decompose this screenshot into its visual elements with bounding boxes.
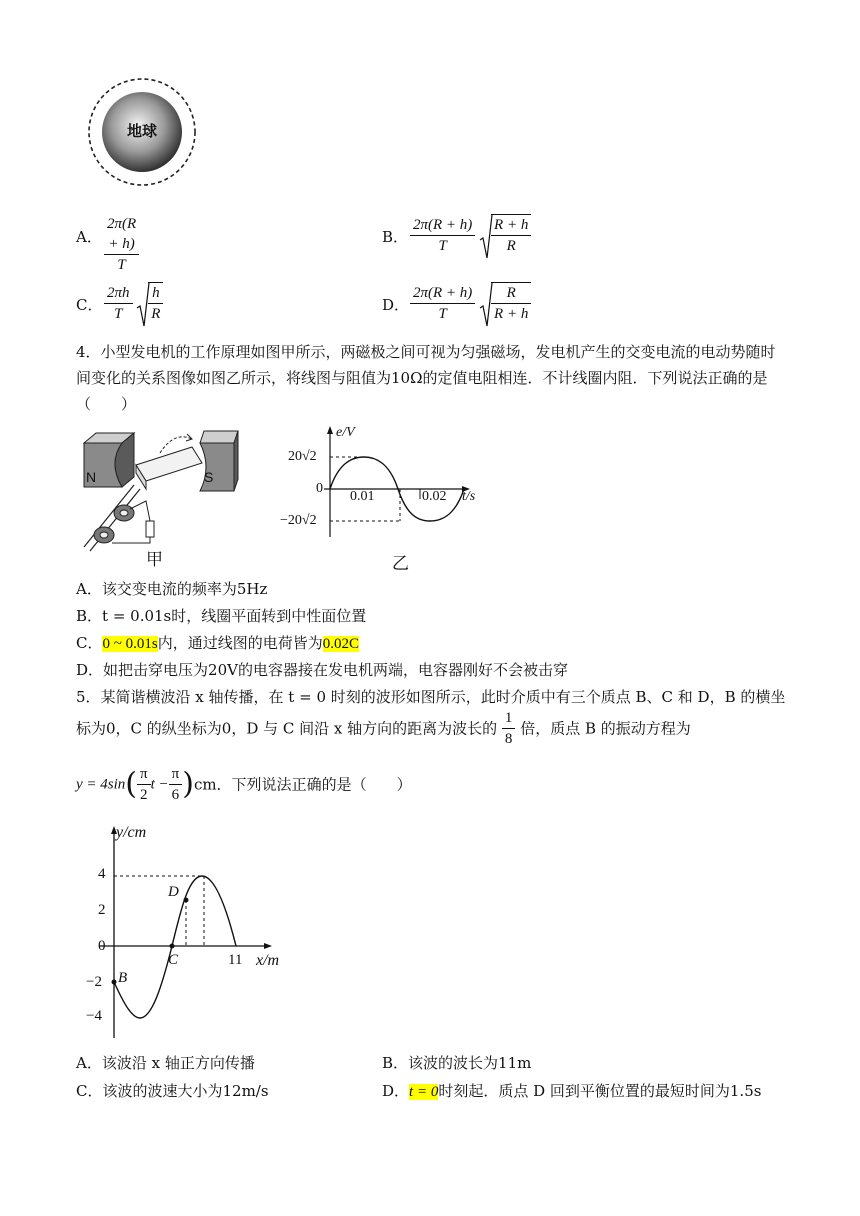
emf-graph [280, 425, 510, 575]
highlight: t = 0 [409, 1084, 439, 1100]
emf-ytick-bottom: −20√2 [280, 513, 317, 528]
sqrt-symbol: $\frac{R}{R + h}$ [479, 282, 531, 324]
figure-caption-yi: 乙 [392, 554, 409, 574]
q5-option-b: B．该波的波长为11m [382, 1054, 532, 1072]
earth-label: 地球 [126, 122, 157, 140]
magnet-n-label: N [86, 469, 97, 485]
q4-stem-line2: 间变化的关系图像如图乙所示，将线图与阻值为10Ω的定值电阻相连．不计线圈内阻．下列说法正确的是 [76, 369, 768, 387]
fraction-denominator: T [438, 237, 447, 254]
wave-ytick: 4 [98, 866, 106, 882]
q4-option-b: B．t = 0.01s时，线圈平面转到中性面位置 [76, 607, 367, 625]
wave-ytick: −4 [86, 1008, 102, 1024]
fraction-numerator: 2π(R + h) [410, 283, 475, 304]
emf-ytick-zero: 0 [316, 481, 323, 496]
q4-option-c: C．0 ~ 0.01s内，通过线图的电荷皆为0.02C [76, 634, 359, 652]
fraction-denominator: T [117, 257, 126, 273]
q5-option-c: C．该波的波速大小为12m/s [76, 1082, 269, 1100]
point-c-label: C [168, 952, 179, 968]
emf-xtick-2: 0.02 [422, 489, 447, 504]
earth-figure [86, 76, 198, 188]
q5-stem-line2: 标为0，C 的纵坐标为0，D 与 C 间沿 x 轴方向的距离为波长的 $\frac{1}{8}$ 倍，质点 B 的振动方程为 [76, 710, 691, 747]
emf-xtick-1: 0.01 [350, 489, 375, 504]
fraction-numerator: 2π(R + h) [410, 215, 475, 236]
point-d-label: D [168, 884, 179, 900]
sqrt-symbol: $\frac{h}{R}$ [136, 282, 163, 324]
emf-graph-xlabel: t/s [462, 489, 476, 504]
q4-option-a: A．该交变电流的频率为5Hz [76, 580, 268, 598]
q5-option-a: A．该波沿 x 轴正方向传播 [76, 1054, 255, 1072]
point-b-label: B [118, 970, 128, 986]
highlight: 0.02C [322, 636, 359, 652]
wave-graph [78, 824, 308, 1046]
fraction-numerator: 2πh [104, 283, 133, 304]
generator-figure [74, 425, 254, 575]
emf-graph-ylabel: e/V [336, 425, 355, 440]
wave-ytick: 0 [98, 938, 106, 954]
wave-xlabel: x/m [256, 952, 280, 969]
q4-option-d: D．如把击穿电压为20V的电容器接在发电机两端，电容器刚好不会被击穿 [76, 661, 568, 679]
emf-ytick-top: 20√2 [288, 449, 317, 464]
fraction-numerator: 2π(R + h) [104, 214, 139, 255]
q5-equation: y = 4sin( $\frac{\pi}{2}$ t − $\frac{\pi}{6}$ )cm．下列说法正确的是（ ） [76, 766, 412, 803]
fraction-denominator: T [114, 305, 123, 322]
q5-stem-line1: 5．某简谐横波沿 x 轴传播，在 t = 0 时刻的波形如图所示，此时介质中有三个质点 B、C 和 D，B 的横坐 [76, 688, 786, 706]
option-letter: C． [76, 296, 103, 314]
wave-ytick: 2 [98, 902, 106, 918]
q5-option-d: D．t = 0时刻起．质点 D 回到平衡位置的最短时间为1.5s [382, 1082, 762, 1100]
sqrt-symbol: $\frac{R + h}{R}$ [479, 214, 531, 256]
wave-ylabel: y/cm [116, 824, 147, 841]
figure-caption-jia: 甲 [146, 550, 163, 570]
fraction-denominator: T [438, 305, 447, 322]
option-letter: B． [382, 228, 409, 246]
magnet-s-label: S [204, 469, 214, 485]
highlight: 0 ~ 0.01s [102, 636, 158, 652]
wave-ytick: −2 [86, 974, 102, 990]
option-letter: D． [382, 296, 410, 314]
wave-x11: 11 [228, 952, 243, 968]
q4-stem-line3: （ ） [76, 395, 137, 413]
option-letter: A． [76, 228, 102, 246]
q4-stem-line1: 4．小型发电机的工作原理如图甲所示，两磁极之间可视为匀强磁场，发电机产生的交变电流的电动势随时 [76, 343, 776, 361]
